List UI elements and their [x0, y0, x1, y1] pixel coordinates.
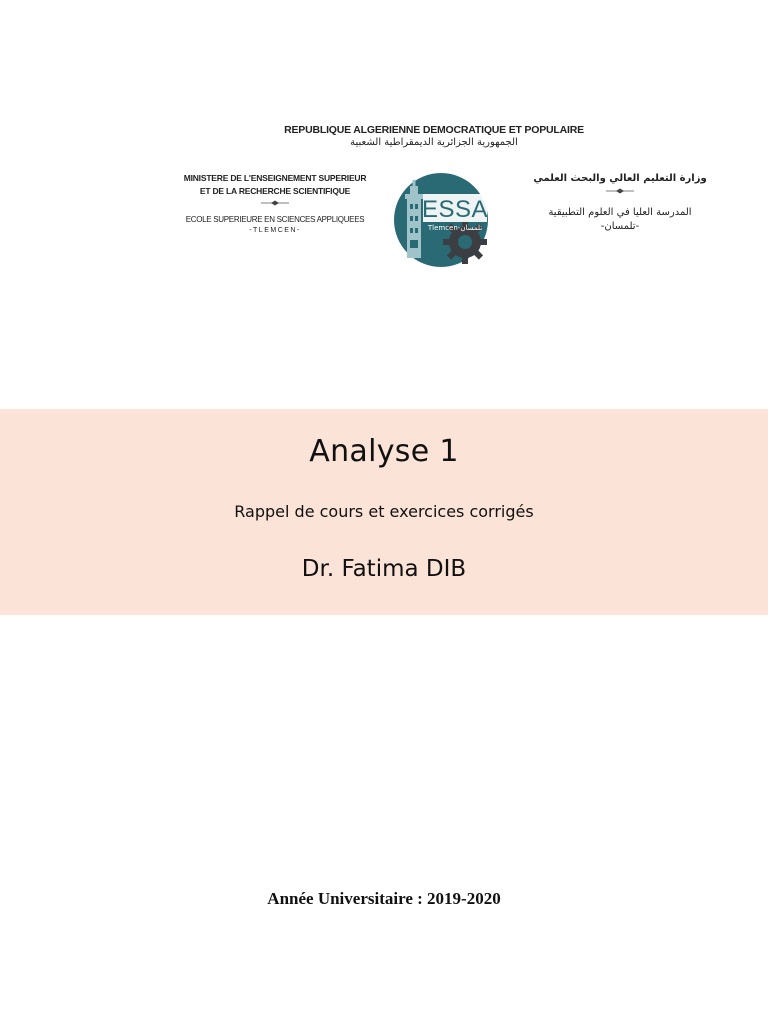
logo-text: ESSA	[421, 196, 489, 223]
school-name-fr-line2: -TLEMCEN-	[249, 227, 301, 234]
ministry-name-ar: وزارة التعليم العالي والبحث العلمي	[533, 173, 707, 184]
school-name-ar-line2: -تلمسان-	[600, 221, 640, 232]
school-name-ar-line1: المدرسة العليا في العلوم التطبيقية	[548, 207, 692, 218]
republic-name-fr: REPUBLIQUE ALGERIENNE DEMOCRATIQUE ET POPULAIRE	[284, 124, 584, 136]
academic-year: Année Universitaire : 2019-2020	[267, 889, 501, 908]
author-name: Dr. Fatima DIB	[301, 556, 467, 582]
ministry-name-fr-line1: MINISTERE DE L'ENSEIGNEMENT SUPERIEUR	[183, 173, 367, 183]
ministry-name-fr-line2: ET DE LA RECHERCHE SCIENTIFIQUE	[199, 186, 351, 196]
essa-logo-icon	[393, 172, 489, 268]
logo-subtext: Tlemcen-تلمسان	[427, 224, 483, 232]
ornament-divider-icon	[606, 188, 634, 194]
school-name-fr-line1: ECOLE SUPERIEURE EN SCIENCES APPLIQUEES	[185, 215, 365, 224]
ministry-block-ar	[520, 172, 720, 234]
ornament-divider-icon	[261, 200, 289, 206]
ministry-block-fr	[140, 172, 410, 236]
document-subtitle: Rappel de cours et exercices corrigés	[234, 502, 534, 521]
document-title: Analyse 1	[309, 434, 459, 469]
institution-header	[0, 0, 768, 280]
republic-name-ar: الجمهورية الجزائرية الديمقراطية الشعبية	[350, 137, 518, 148]
